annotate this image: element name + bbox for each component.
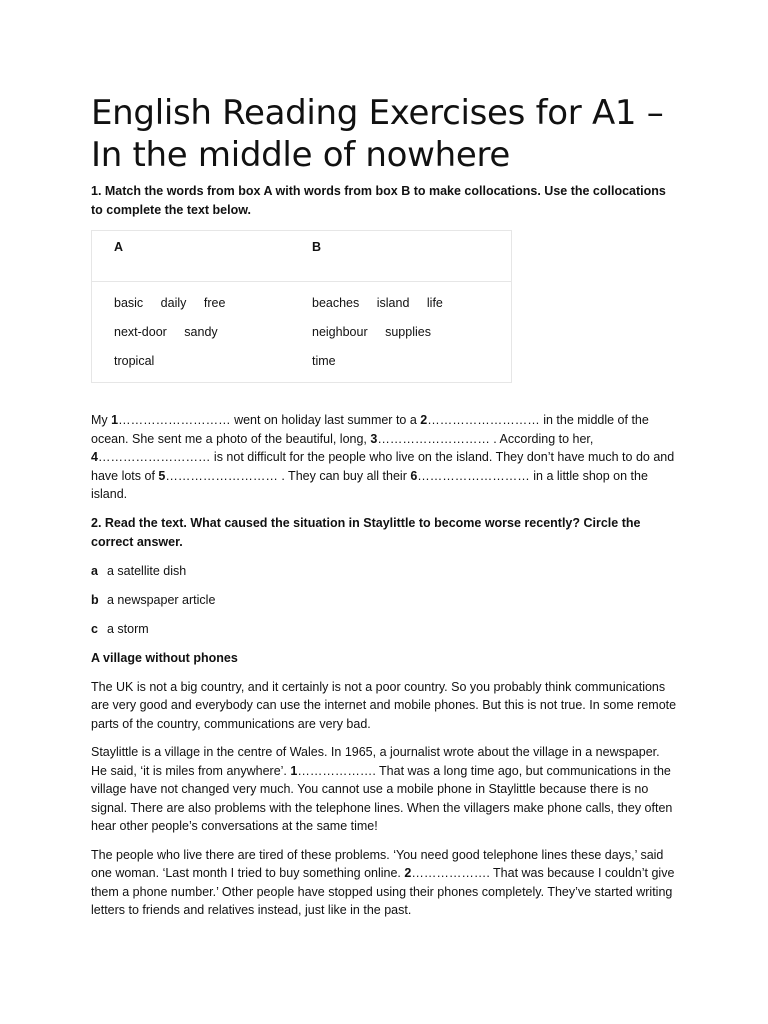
collocation-box (91, 230, 512, 383)
box-b-row (312, 289, 511, 318)
gap-text-segment: ……………………… in a little shop on the island. (91, 468, 648, 501)
gap-number: 3 (370, 431, 378, 446)
gap-number: 1 (290, 763, 298, 778)
option-letter: a (91, 563, 98, 578)
option-letter: c (91, 621, 98, 636)
word-basic: basic (114, 296, 144, 310)
box-a-words (92, 282, 291, 383)
word-neighbour: neighbour (312, 325, 368, 339)
word-beaches: beaches (312, 296, 360, 310)
box-b-row (312, 318, 511, 347)
box-a-row (114, 289, 290, 318)
gap-number: 4 (91, 450, 98, 464)
article-title: A village without phones (91, 650, 238, 665)
gap-number: 2 (404, 866, 412, 880)
word-life: life (426, 296, 443, 310)
box-a-row (114, 347, 290, 376)
gap-fill-text (91, 411, 679, 504)
word-daily: daily (160, 296, 187, 310)
word-island: island (376, 296, 410, 310)
gap-text-segment: ……………………… . They can buy all their (165, 468, 411, 483)
answer-options (91, 562, 679, 638)
option-text: a newspaper article (107, 592, 216, 607)
gap-text-segment: ……………………… went on holiday last summer to a (118, 413, 421, 427)
paragraph-segment: Staylittle is a village in the centre of Wales. In 1965, a journalist wrote about the village in a newspaper. He said, ‘it is miles from anywhere’. (91, 745, 660, 778)
exercise-2-instruction: 2. Read the text. What caused the situation in Staylittle to become worse recently? Circle the correct answer. (91, 515, 641, 549)
paragraph-segment: ………………. That was because I couldn’t give them a phone number.’ Other people have stopped using their phones completely. They’ve started writing letters to friends and relatives instead, just like in the past. (91, 866, 675, 917)
gap-number: 6 (410, 468, 418, 483)
answer-option-b[interactable] (91, 591, 679, 609)
word-tropical: tropical (114, 354, 155, 368)
paragraph-segment: ………………. That was a long time ago, but communications in the village have not changed very much. You cannot use a mobile phone in Staylittle because there is no signal. There are also problems with the telephone lines. When the villagers make phone calls, they often hear other people’s conversations at the same time! (91, 763, 673, 833)
box-a-row (114, 318, 290, 347)
word-next-door: next-door (114, 325, 167, 339)
box-a-header: A (92, 231, 291, 282)
page-title: English Reading Exercises for A1 – In the middle of nowhere (91, 93, 664, 175)
gap-text-segment: My (91, 413, 112, 427)
word-free: free (203, 296, 226, 310)
gap-number: 2 (420, 413, 428, 427)
gap-text-segment: ……………………… . According to her, (377, 431, 594, 446)
box-b-header: B (290, 231, 512, 282)
collocation-box-body (92, 282, 512, 383)
article-paragraph-2 (91, 743, 679, 836)
answer-option-a[interactable] (91, 562, 679, 580)
word-supplies: supplies (385, 325, 431, 339)
document-content (91, 92, 679, 930)
gap-number: 5 (158, 468, 166, 483)
article-paragraph-3 (91, 846, 679, 920)
option-text: a storm (107, 621, 149, 636)
exercise-1-instruction: 1. Match the words from box A with words from box B to make collocations. Use the collocations to complete the text below. (91, 184, 666, 217)
box-b-row (312, 347, 511, 376)
gap-text-segment: ……………………… is not difficult for the people who live on the island. They don’t have much to do and have lots of (91, 450, 675, 483)
paragraph-segment: The people who live there are tired of these problems. ‘You need good telephone lines these days,’ said one woman. ‘Last month I tried to buy something online. (91, 847, 664, 880)
gap-number: 1 (111, 413, 119, 427)
option-letter: b (91, 592, 99, 607)
word-sandy: sandy (184, 325, 218, 339)
option-text: a satellite dish (107, 563, 187, 578)
article-paragraph-1: The UK is not a big country, and it certainly is not a poor country. So you probably think communications are very good and everybody can use the internet and mobile phones. But this is not true. In some remote parts of the country, communications are very bad. (91, 679, 677, 731)
gap-text-segment: ……………………… in the middle of the ocean. She sent me a photo of the beautiful, long, (91, 413, 649, 446)
word-time: time (312, 354, 336, 368)
box-b-words (290, 282, 512, 383)
collocation-box-header (92, 231, 512, 282)
answer-option-c[interactable] (91, 620, 679, 638)
